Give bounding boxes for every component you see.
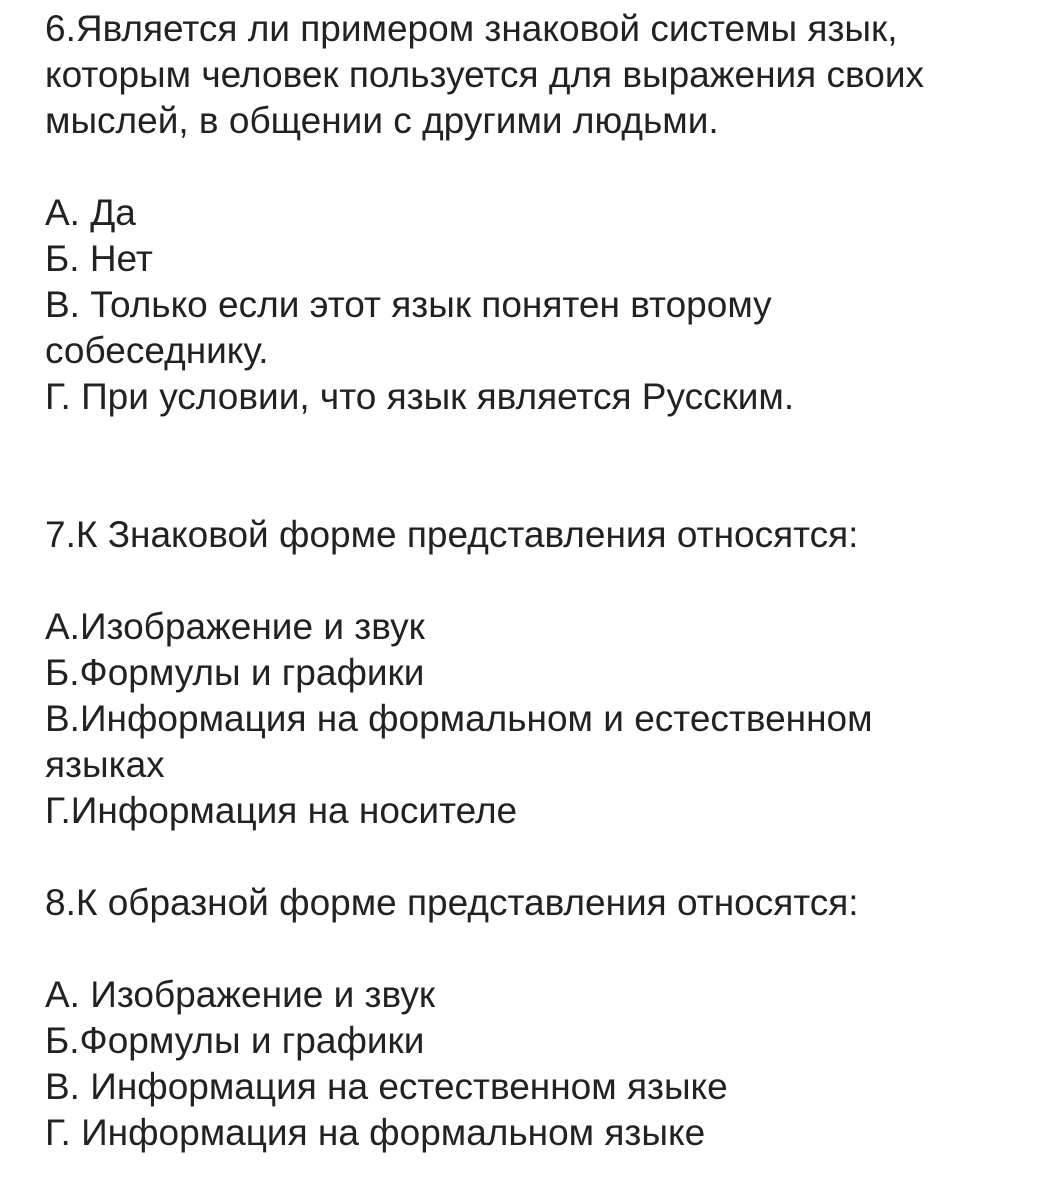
question-line: 8.К образной форме представления относятся: (45, 882, 859, 923)
option-d: Г.Информация на носителе (45, 790, 518, 831)
question-6-text (45, 6, 924, 144)
option-b: Б. Нет (45, 238, 153, 279)
option-c-continuation: языках (45, 744, 165, 785)
option-a: А. Да (45, 192, 136, 233)
question-line: 6.Является ли примером знаковой системы язык, (45, 8, 898, 49)
question-7-options (45, 604, 873, 834)
question-line: мыслей, в общении с другими людьми. (45, 100, 719, 141)
option-b: Б.Формулы и графики (45, 652, 425, 693)
question-line: которым человек пользуется для выражения своих (45, 54, 924, 95)
question-8-text (45, 880, 859, 926)
question-7-text (45, 512, 858, 558)
option-c-continuation: собеседнику. (45, 330, 269, 371)
option-a: А.Изображение и звук (45, 606, 425, 647)
option-b: Б.Формулы и графики (45, 1020, 425, 1061)
question-8-options (45, 972, 728, 1156)
option-d: Г. Информация на формальном языке (45, 1112, 706, 1153)
option-a: А. Изображение и звук (45, 974, 436, 1015)
question-6-options (45, 190, 794, 420)
option-c: В.Информация на формальном и естественном (45, 698, 873, 739)
question-line: 7.К Знаковой форме представления относятся: (45, 514, 859, 555)
option-c: В. Только если этот язык понятен второму (45, 284, 772, 325)
option-c: В. Информация на естественном языке (45, 1066, 728, 1107)
option-d: Г. При условии, что язык является Русским. (45, 376, 795, 417)
